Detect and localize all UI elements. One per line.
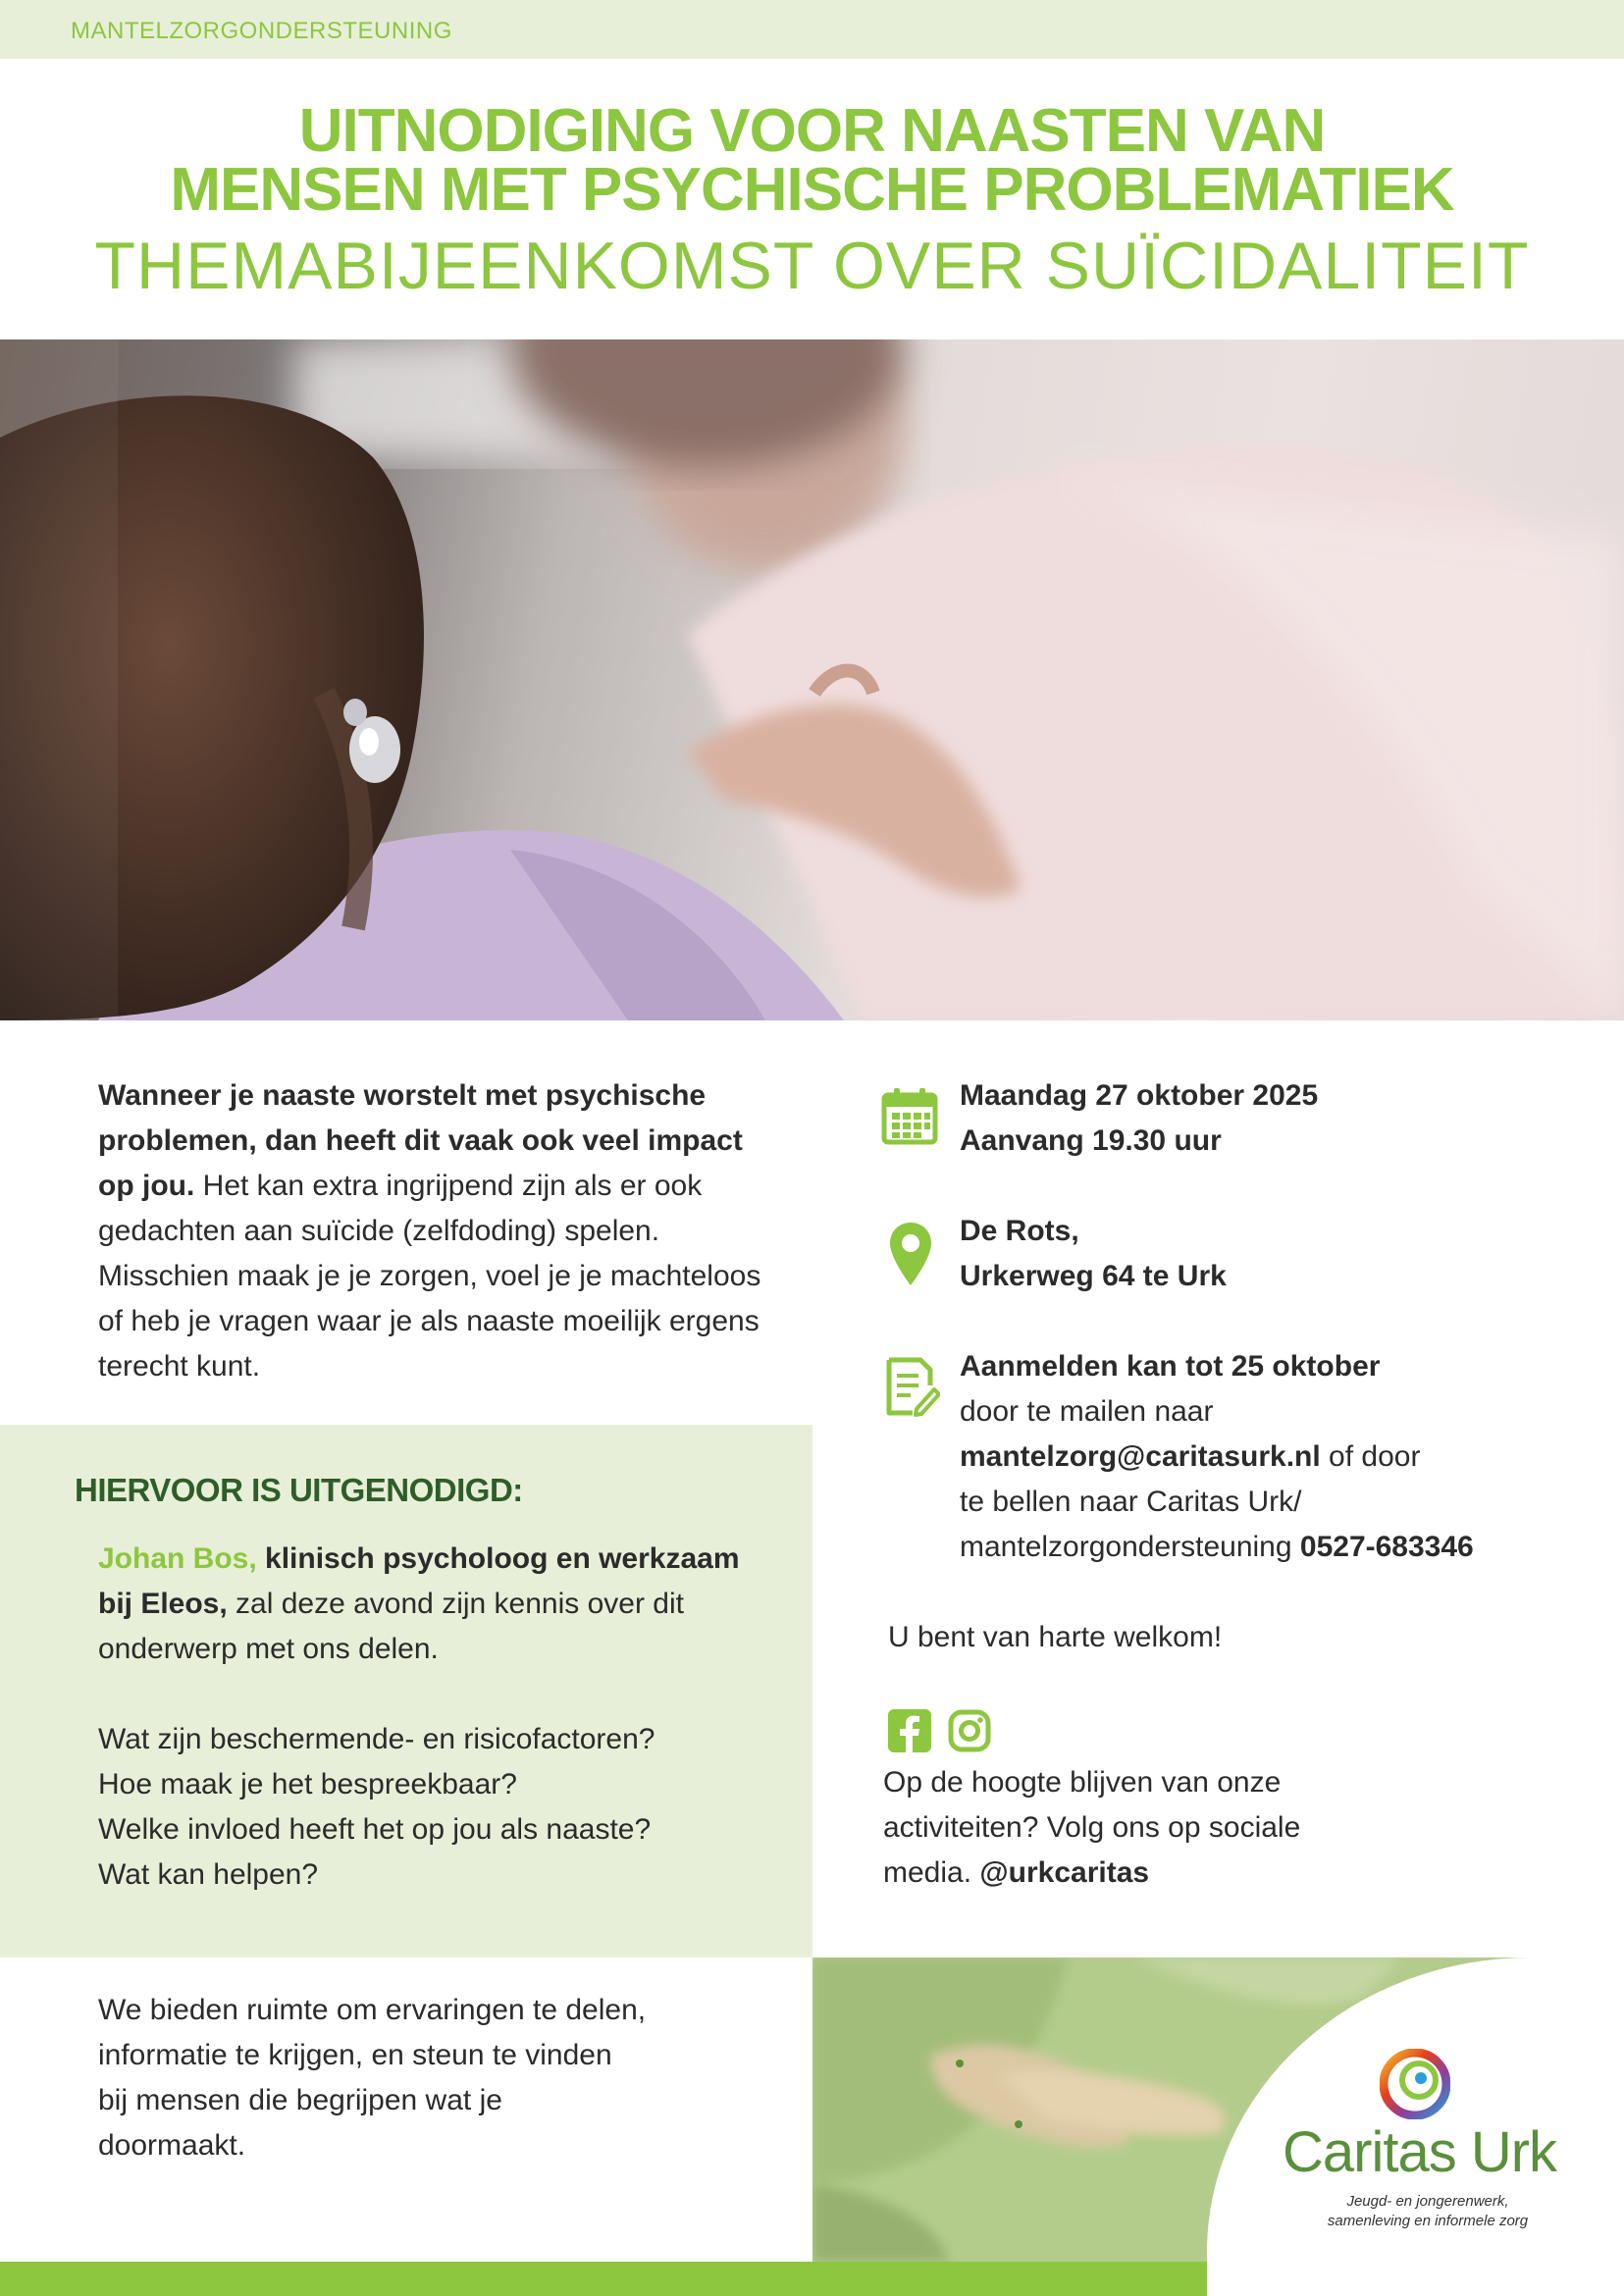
closing-paragraph: We bieden ruimte om ervaringen te delen, informatie te krijgen, en steun te vinden bij mensen die begrijpen wat je doormaakt. bbox=[98, 1994, 647, 2162]
registration-line: mantelzorgondersteuning bbox=[960, 1531, 1300, 1563]
welcome-text: U bent van harte welkom! bbox=[888, 1621, 1223, 1653]
title-line-1: UITNODIGING VOOR NAASTEN VAN bbox=[298, 97, 1326, 165]
registration-line: door te mailen naar bbox=[960, 1395, 1214, 1428]
question-item: Wat kan helpen? bbox=[98, 1858, 319, 1891]
intro-lead: Wanneer je naaste worstelt met psychische problemen, dan heeft dit vaak ook veel impact op jou. bbox=[98, 1079, 743, 1202]
location-pin-icon bbox=[888, 1221, 933, 1292]
page-title bbox=[0, 97, 1624, 224]
event-date-block bbox=[960, 1073, 1568, 1164]
registration-email-line bbox=[960, 1435, 1568, 1480]
intro-paragraph bbox=[98, 1073, 785, 1389]
caritas-logo-mark-icon bbox=[1380, 2049, 1450, 2124]
registration-or: of door bbox=[1320, 1440, 1421, 1473]
speaker-role: klinisch psycholoog en werkzaam bij Eleos, bbox=[98, 1542, 740, 1620]
category-label: MANTELZORGONDERSTEUNING bbox=[71, 18, 452, 44]
registration-phone-line bbox=[960, 1525, 1568, 1570]
instagram-icon[interactable] bbox=[948, 1709, 991, 1757]
question-item: Hoe maak je het bespreekbaar? bbox=[98, 1768, 517, 1800]
registration-title: Aanmelden kan tot 25 oktober bbox=[960, 1350, 1381, 1383]
speaker-paragraph bbox=[98, 1537, 765, 1672]
registration-phone[interactable]: 0527-683346 bbox=[1299, 1531, 1474, 1563]
question-item: Wat zijn beschermende- en risicofactoren? bbox=[98, 1723, 655, 1755]
event-registration-block bbox=[960, 1344, 1568, 1570]
intro-rest: Het kan extra ingrijpend zijn als er ook gedachten aan suïcide (zelfdoding) spelen. Misschien maak je je zorgen, voel je je machteloos of heb je vragen waar je als naaste moeilijk ergens terecht kunt. bbox=[98, 1170, 761, 1383]
social-handle[interactable]: @urkcaritas bbox=[979, 1856, 1150, 1889]
logo-tagline bbox=[1305, 2192, 1550, 2231]
calendar-icon bbox=[881, 1087, 938, 1151]
social-paragraph bbox=[883, 1760, 1374, 1896]
top-bar bbox=[0, 0, 1624, 59]
logo-wordmark: Caritas Urk bbox=[1283, 2120, 1557, 2184]
registration-line: te bellen naar Caritas Urk/ bbox=[960, 1486, 1302, 1518]
event-date: Maandag 27 oktober 2025 bbox=[960, 1079, 1319, 1112]
hero-illustration bbox=[0, 339, 1624, 1020]
event-venue: De Rots, bbox=[960, 1215, 1079, 1247]
question-item: Welke invloed heeft het op jou als naaste? bbox=[98, 1813, 652, 1846]
speaker-rest: zal deze avond zijn kennis over dit onderwerp met ons delen. bbox=[98, 1588, 684, 1665]
invited-title: HIERVOOR IS UITGENODIGD: bbox=[75, 1472, 523, 1508]
registration-form-icon bbox=[885, 1356, 940, 1422]
facebook-icon[interactable] bbox=[888, 1709, 931, 1757]
event-address: Urkerweg 64 te Urk bbox=[960, 1260, 1227, 1292]
registration-email[interactable]: mantelzorg@caritasurk.nl bbox=[960, 1440, 1321, 1473]
social-text: Op de hoogte blijven van onze activiteiten? Volg ons op sociale media. bbox=[883, 1766, 1301, 1889]
hero-photo bbox=[0, 339, 1624, 1020]
page-subtitle: THEMABIJEENKOMST OVER SUÏCIDALITEIT bbox=[94, 229, 1530, 303]
title-line-2: MENSEN MET PSYCHISCHE PROBLEMATIEK bbox=[170, 156, 1454, 224]
event-location-block bbox=[960, 1209, 1568, 1299]
question-list bbox=[98, 1717, 785, 1898]
speaker-name: Johan Bos, bbox=[98, 1542, 257, 1575]
logo-tagline-line: Jeugd- en jongerenwerk, bbox=[1346, 2193, 1509, 2210]
event-start: Aanvang 19.30 uur bbox=[960, 1124, 1222, 1157]
logo-tagline-line: samenleving en informele zorg bbox=[1327, 2213, 1529, 2229]
